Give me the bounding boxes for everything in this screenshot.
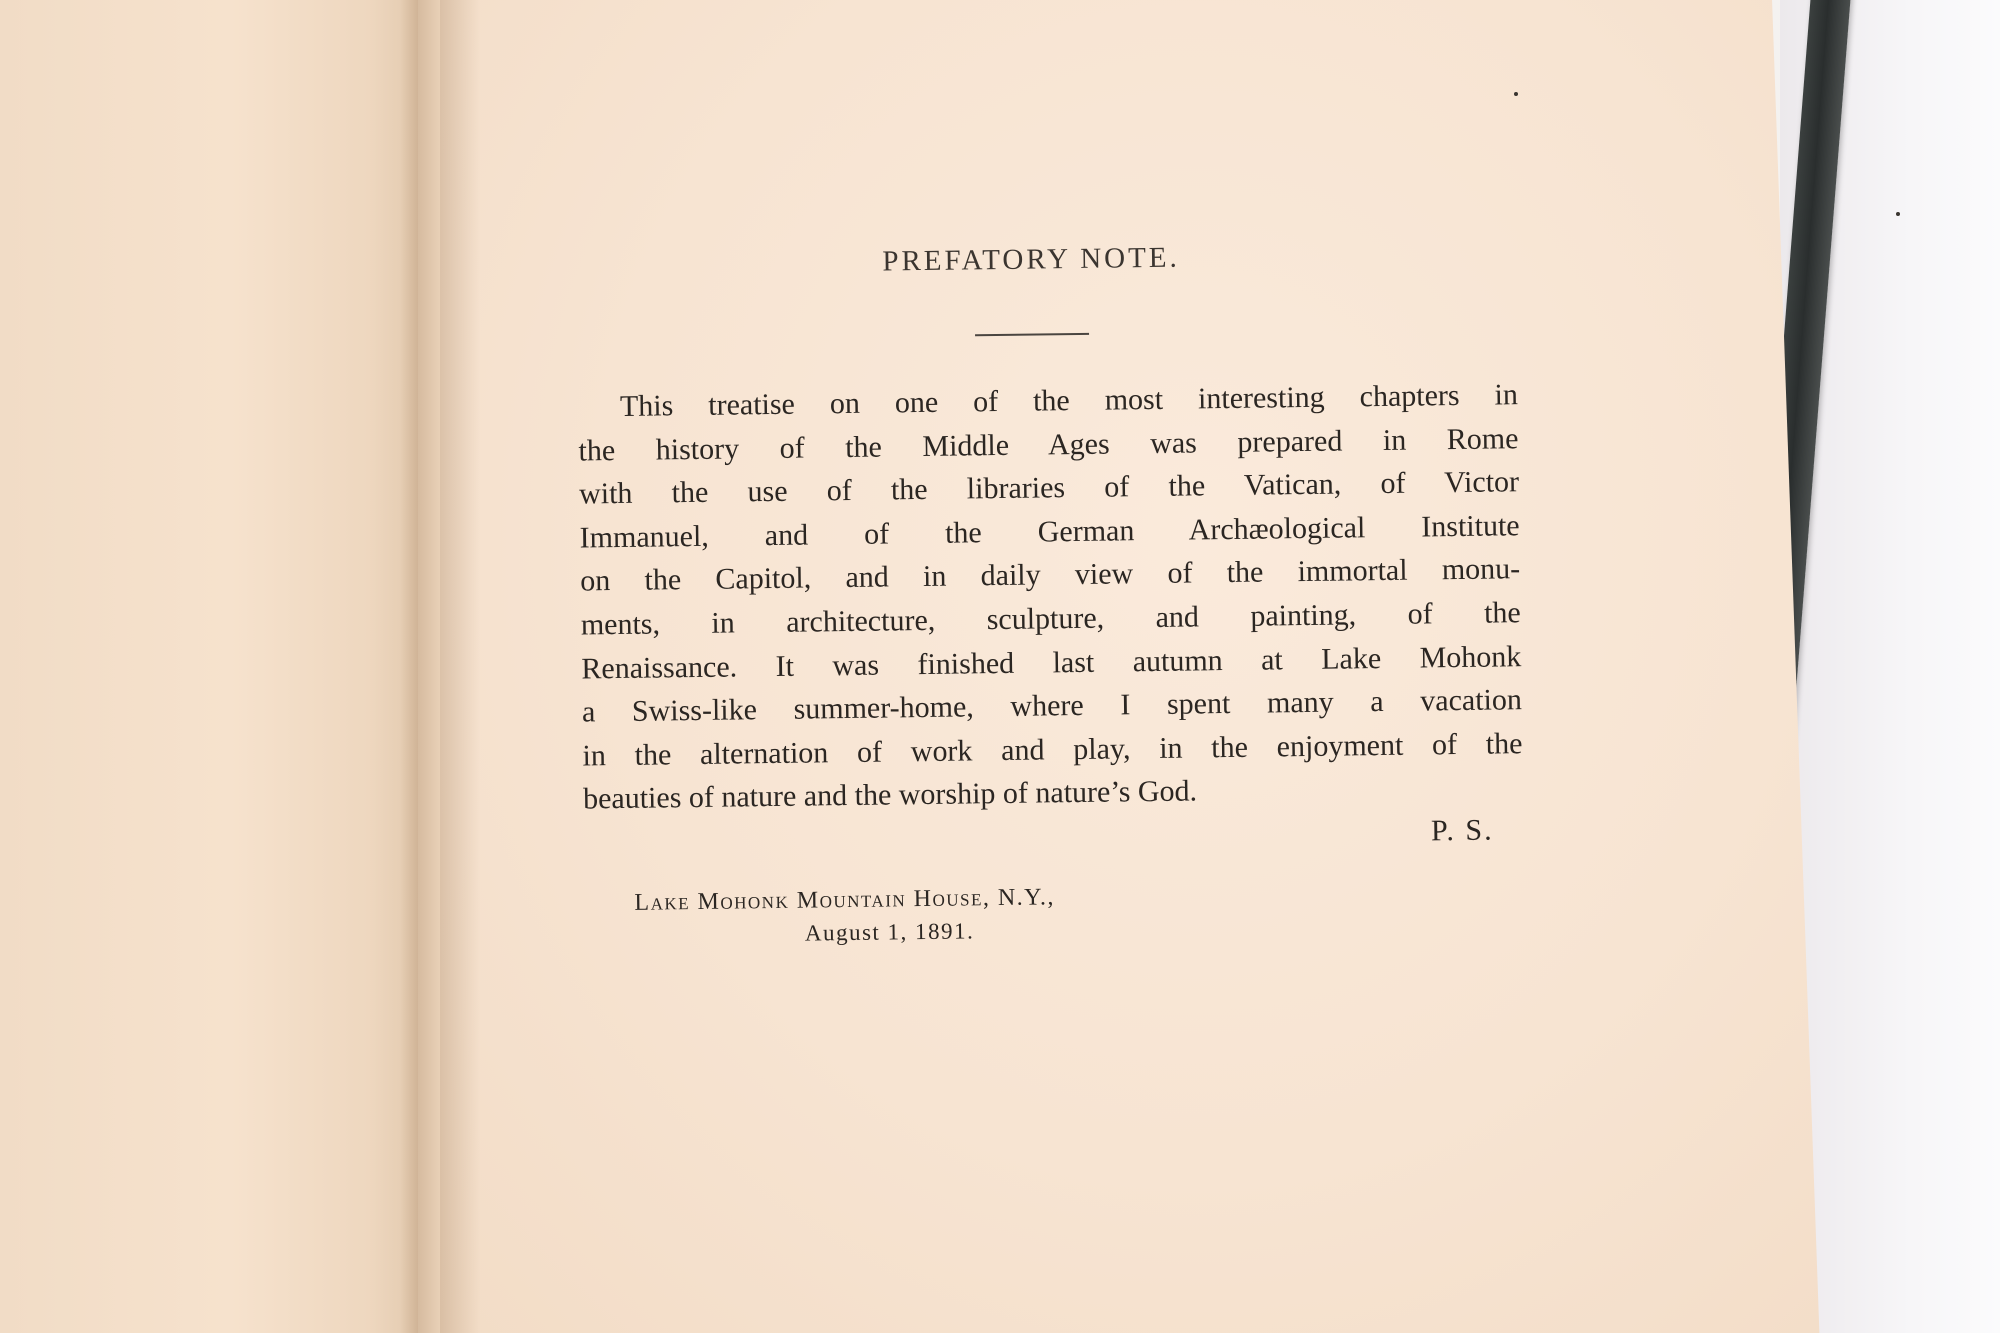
- page-heading: PREFATORY NOTE.: [882, 241, 1180, 278]
- heading-rule: [975, 333, 1089, 336]
- paragraph-line: the history of the Middle Ages was prepared in Rome: [578, 421, 1519, 468]
- date-line: August 1, 1891.: [804, 918, 975, 946]
- paragraph-line: in the alternation of work and play, in the enjoyment of the: [582, 726, 1523, 773]
- paragraph-line: ments, in architecture, sculpture, and painting, of the: [580, 596, 1521, 642]
- place-line: Lake Mohonk Mountain House, N.Y.,: [634, 884, 1056, 916]
- paragraph-line: on the Capitol, and in daily view of the immortal monu-: [580, 552, 1521, 598]
- author-initials: P. S.: [1430, 813, 1494, 848]
- paragraph-line: with the use of the libraries of the Vatican, of Victor: [578, 465, 1520, 511]
- paragraph-line: Immanuel, and of the German Archæological Institute: [579, 508, 1520, 555]
- prefatory-paragraph: [578, 373, 1524, 821]
- paragraph-line: This treatise on one of the most interesting chapters in: [619, 378, 1519, 423]
- paragraph-line: beauties of nature and the worship of nature’s God.: [582, 774, 1198, 816]
- paragraph-line: a Swiss-like summer-home, where I spent many a vacation: [581, 683, 1523, 729]
- paragraph-line: Renaissance. It was finished last autumn at Lake Mohonk: [581, 639, 1522, 686]
